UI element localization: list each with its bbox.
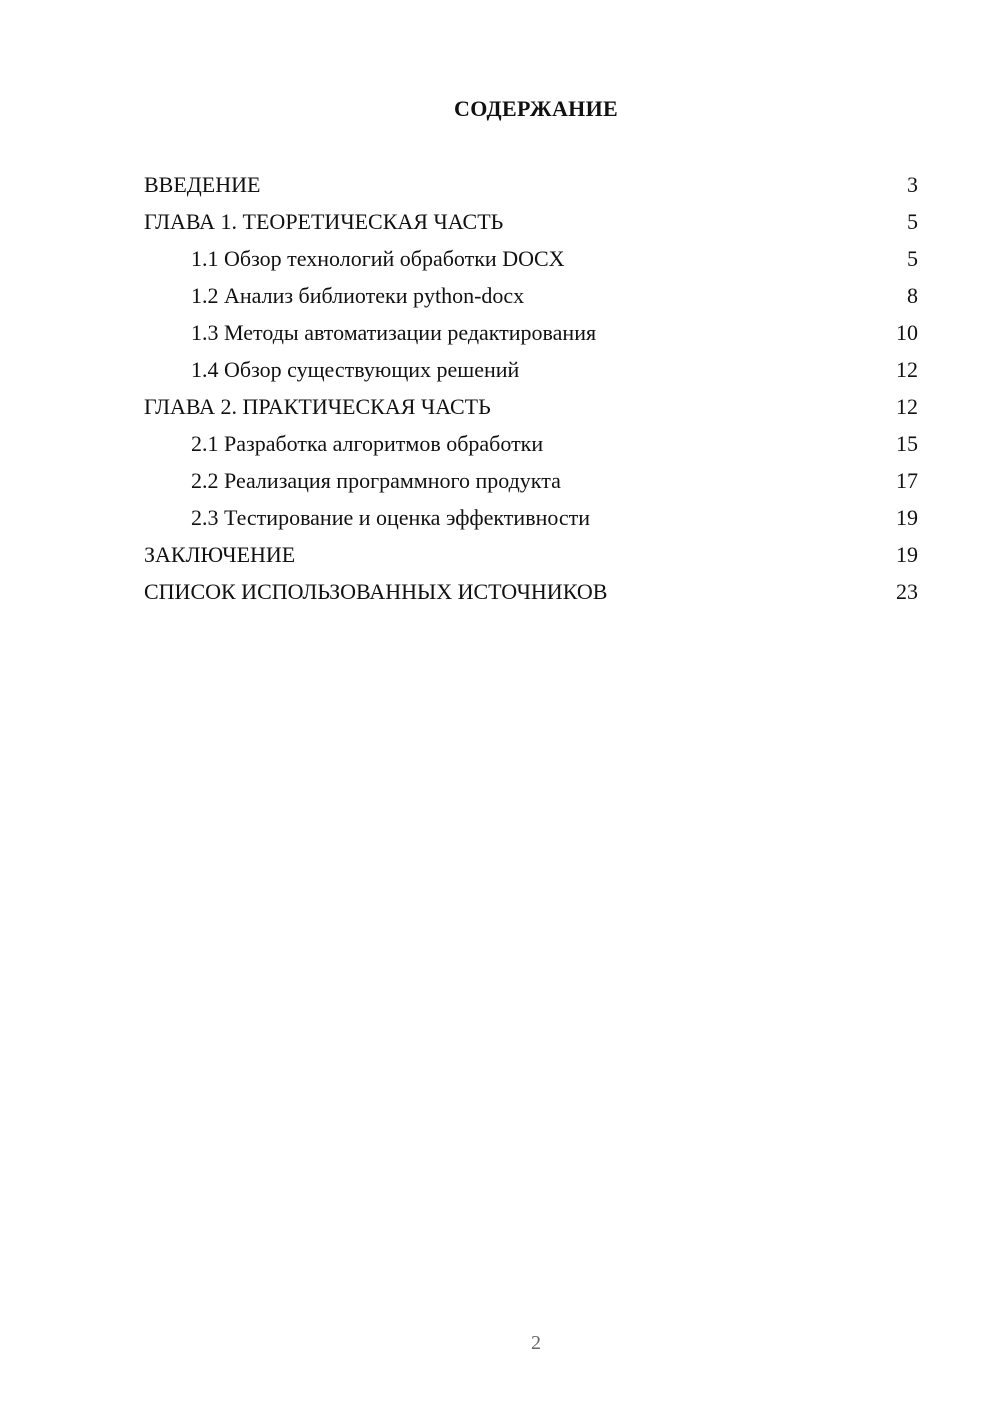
toc-title: СОДЕРЖАНИЕ (454, 96, 618, 121)
toc-entry[interactable] (144, 425, 918, 462)
toc-entry-page: 5 (907, 209, 918, 234)
toc-entry-label: СПИСОК ИСПОЛЬЗОВАННЫХ ИСТОЧНИКОВ (144, 579, 608, 604)
toc-entry-page: 19 (896, 505, 918, 530)
toc-entry[interactable] (144, 240, 918, 277)
toc-entry-label: 2.1 Разработка алгоритмов обработки (191, 431, 544, 456)
table-of-contents (144, 166, 918, 610)
toc-entry[interactable] (144, 388, 918, 425)
toc-entry-label: 1.4 Обзор существующих решений (191, 357, 520, 382)
toc-entry-label: ГЛАВА 2. ПРАКТИЧЕСКАЯ ЧАСТЬ (144, 394, 491, 419)
toc-entry[interactable] (144, 462, 918, 499)
toc-entry-page: 17 (896, 468, 918, 493)
toc-entry[interactable] (144, 536, 918, 573)
toc-entry[interactable] (144, 499, 918, 536)
toc-entry[interactable] (144, 314, 918, 351)
toc-entry-page: 23 (896, 579, 918, 604)
toc-entry-page: 3 (907, 172, 918, 197)
toc-entry-label: ГЛАВА 1. ТЕОРЕТИЧЕСКАЯ ЧАСТЬ (144, 209, 504, 234)
toc-entry[interactable] (144, 277, 918, 314)
toc-entry-page: 19 (896, 542, 918, 567)
toc-entry-label: 1.3 Методы автоматизации редактирования (191, 320, 597, 345)
toc-entry[interactable] (144, 573, 918, 610)
toc-entry-page: 12 (896, 357, 918, 382)
toc-entry-label: 1.1 Обзор технологий обработки DOCX (191, 246, 565, 271)
toc-entry-label: 2.2 Реализация программного продукта (191, 468, 561, 493)
toc-entry-page: 8 (907, 283, 918, 308)
toc-entry-page: 10 (896, 320, 918, 345)
toc-entry[interactable] (144, 166, 918, 203)
toc-entry-page: 15 (896, 431, 918, 456)
toc-entry-page: 5 (907, 246, 918, 271)
toc-entry-label: 1.2 Анализ библиотеки python-docx (191, 283, 525, 308)
page-number: 2 (531, 1332, 541, 1354)
toc-entry-label: 2.3 Тестирование и оценка эффективности (191, 505, 591, 530)
toc-entry-page: 12 (896, 394, 918, 419)
toc-entry-label: ВВЕДЕНИЕ (144, 172, 261, 197)
toc-entry[interactable] (144, 203, 918, 240)
toc-entry[interactable] (144, 351, 918, 388)
toc-entry-label: ЗАКЛЮЧЕНИЕ (144, 542, 296, 567)
